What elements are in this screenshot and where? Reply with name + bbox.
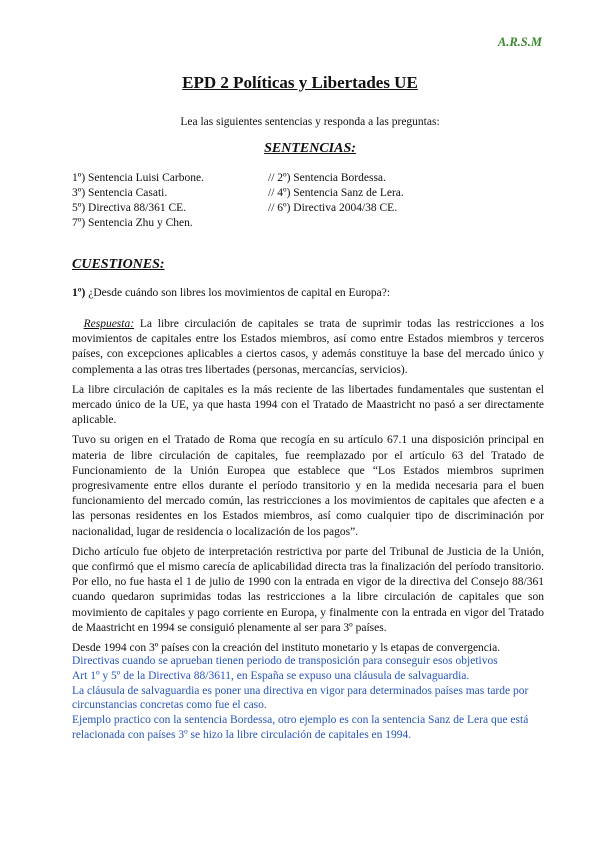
sentencia-item: // 4º) Sentencia Sanz de Lera. (268, 187, 404, 199)
author-initials: A.R.S.M (497, 35, 542, 49)
intro-instruction: Lea las siguientes sentencias y responda a las preguntas: (180, 116, 440, 128)
document-title: EPD 2 Políticas y Libertades UE (182, 73, 418, 92)
question-1 (72, 287, 390, 299)
annotation-notes (72, 654, 544, 743)
sentencia-item: 1º) Sentencia Luisi Carbone. (72, 172, 204, 184)
answer-label: Respuesta: (83, 318, 135, 330)
note-line: La cláusula de salvaguardia es poner una directiva en vigor para determinados países mas tarde por circunstancias concretas como fue el caso. (72, 684, 529, 712)
answer-paragraph: Dicho artículo fue objeto de interpretación restrictiva por parte del Tribunal de Justicia de la Unión, que confirmó que el mismo carecía de aplicabilidad directa tras la finalización del período transitorio. Por ello, no fue hasta el 1 de julio de 1990 con la entrada en vigor de la directiva del Consejo 88/361 cuando quedaron suprimidas todas las restricciones a la libre circulación de capitales que son movimiento de capitales y pago corriente en Europa, y finalmente con la entrada en vigor del Tratado de Maastricht en 1994 se consiguió plenamente al ser para 3º países. (72, 545, 544, 634)
question-number: 1º) (72, 287, 86, 299)
answer-first-text: La libre circulación de capitales se trata de suprimir todas las restricciones a los movimientos de capitales entre los Estados miembros, así como entre Estados miembros y terceros países, con excepciones aplicables a ciertos casos, y además constituye la base del mercado único y complementa a las otras tres libertades (personas, mercancías, servicios). (72, 318, 545, 376)
sentencias-heading: SENTENCIAS: (264, 141, 356, 156)
cuestiones-heading: CUESTIONES: (72, 257, 165, 272)
answer-paragraph: La libre circulación de capitales es la más reciente de las libertades fundamentales que sustentan el mercado único de la UE, ya que hasta 1994 con el Tratado de Maastricht no pasó a ser directamente aplicable. (72, 383, 544, 427)
answer-paragraph: Tuvo su origen en el Tratado de Roma que recogía en su artículo 67.1 una disposición principal en materia de libre circulación de capitales, fue reemplazado por el artículo 63 del Tratado de Funcionamiento de la Unión Europea que establece que “Los Estados miembros suprimen progresivamente entre ellos durante el período transitorio y en la medida necesaria para el buen funcionamiento del mercado común, las restricciones a los movimientos de capitales que afecten e a las personas residentes en los Estados miembros, así como cualquier tipo de discriminación por nacionalidad, lugar de residencia o localización de los pagos”. (72, 434, 544, 538)
answer-paragraph: Desde 1994 con 3º países con la creación del instituto monetario y ls etapas de convergencia. (72, 642, 501, 655)
sentencias-list-left (72, 171, 204, 231)
answer-body (72, 317, 544, 661)
sentencias-list-right (268, 171, 404, 216)
sentencia-item: 3º) Sentencia Casati. (72, 187, 168, 199)
sentencia-item: 7º) Sentencia Zhu y Chen. (72, 217, 193, 229)
note-line: Art 1º y 5º de la Directiva 88/3611, en España se expuso una cláusula de salvaguardia. (72, 669, 470, 682)
sentencia-item: 5º) Directiva 88/361 CE. (72, 202, 187, 214)
sentencia-item: // 6º) Directiva 2004/38 CE. (268, 202, 398, 214)
sentencia-item: // 2º) Sentencia Bordessa. (268, 172, 386, 184)
answer-paragraph (72, 317, 544, 378)
note-line: Directivas cuando se aprueban tienen periodo de transposición para conseguir esos objetivos (72, 655, 498, 667)
note-line: Ejemplo practico con la sentencia Bordessa, otro ejemplo es con la sentencia Sanz de Lera que está relacionada con países 3º se hizo la libre circulación de capitales en 1994. (72, 714, 529, 741)
question-text: ¿Desde cuándo son libres los movimientos de capital en Europa?: (88, 287, 391, 299)
